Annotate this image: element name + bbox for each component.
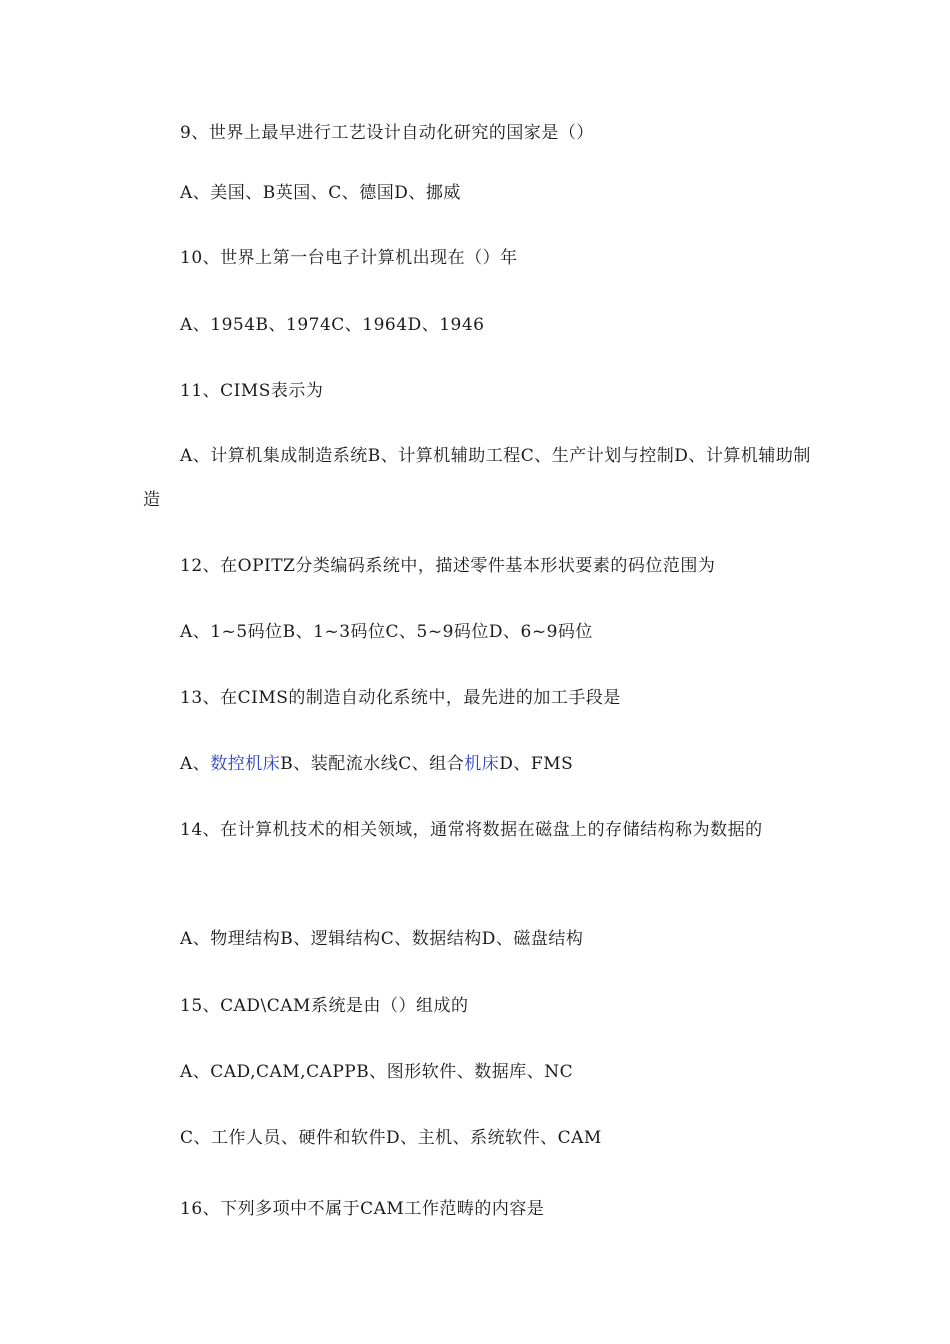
question-9-options: A、美国、B英国、C、德国D、挪威 bbox=[180, 183, 461, 203]
question-15-options-cd: C、工作人员、硬件和软件D、主机、系统软件、CAM bbox=[180, 1128, 602, 1148]
question-12-text: 12、在OPITZ分类编码系统中，描述零件基本形状要素的码位范围为 bbox=[180, 556, 716, 576]
option-suffix-text: D、FMS bbox=[499, 754, 574, 774]
question-11-text: 11、CIMS表示为 bbox=[180, 381, 324, 401]
question-13-options bbox=[180, 753, 573, 775]
question-10-options: A、1954B、1974C、1964D、1946 bbox=[180, 315, 485, 335]
cnc-machine-link[interactable]: 数控机床 bbox=[210, 754, 281, 774]
option-mid-text: B、装配流水线C、组合 bbox=[280, 754, 465, 774]
question-16-text: 16、下列多项中不属于CAM工作范畴的内容是 bbox=[180, 1199, 545, 1219]
question-15-text: 15、CAD\CAM系统是由（）组成的 bbox=[180, 996, 469, 1016]
question-11-options: A、计算机集成制造系统B、计算机辅助工程C、生产计划与控制D、计算机辅助制造 bbox=[143, 446, 811, 510]
question-12-options: A、1~5码位B、1~3码位C、5~9码位D、6~9码位 bbox=[180, 622, 593, 642]
option-a-prefix: A、 bbox=[180, 754, 211, 774]
question-13-text: 13、在CIMS的制造自动化系统中，最先进的加工手段是 bbox=[180, 688, 621, 708]
question-10-text: 10、世界上第一台电子计算机出现在（）年 bbox=[180, 248, 518, 268]
question-14-options: A、物理结构B、逻辑结构C、数据结构D、磁盘结构 bbox=[180, 929, 584, 949]
question-15-options-ab: A、CAD,CAM,CAPPB、图形软件、数据库、NC bbox=[180, 1062, 574, 1082]
machine-tool-link[interactable]: 机床 bbox=[464, 754, 500, 774]
question-14-text: 14、在计算机技术的相关领域，通常将数据在磁盘上的存储结构称为数据的 bbox=[180, 820, 763, 840]
question-9-text: 9、世界上最早进行工艺设计自动化研究的国家是（） bbox=[180, 123, 594, 143]
